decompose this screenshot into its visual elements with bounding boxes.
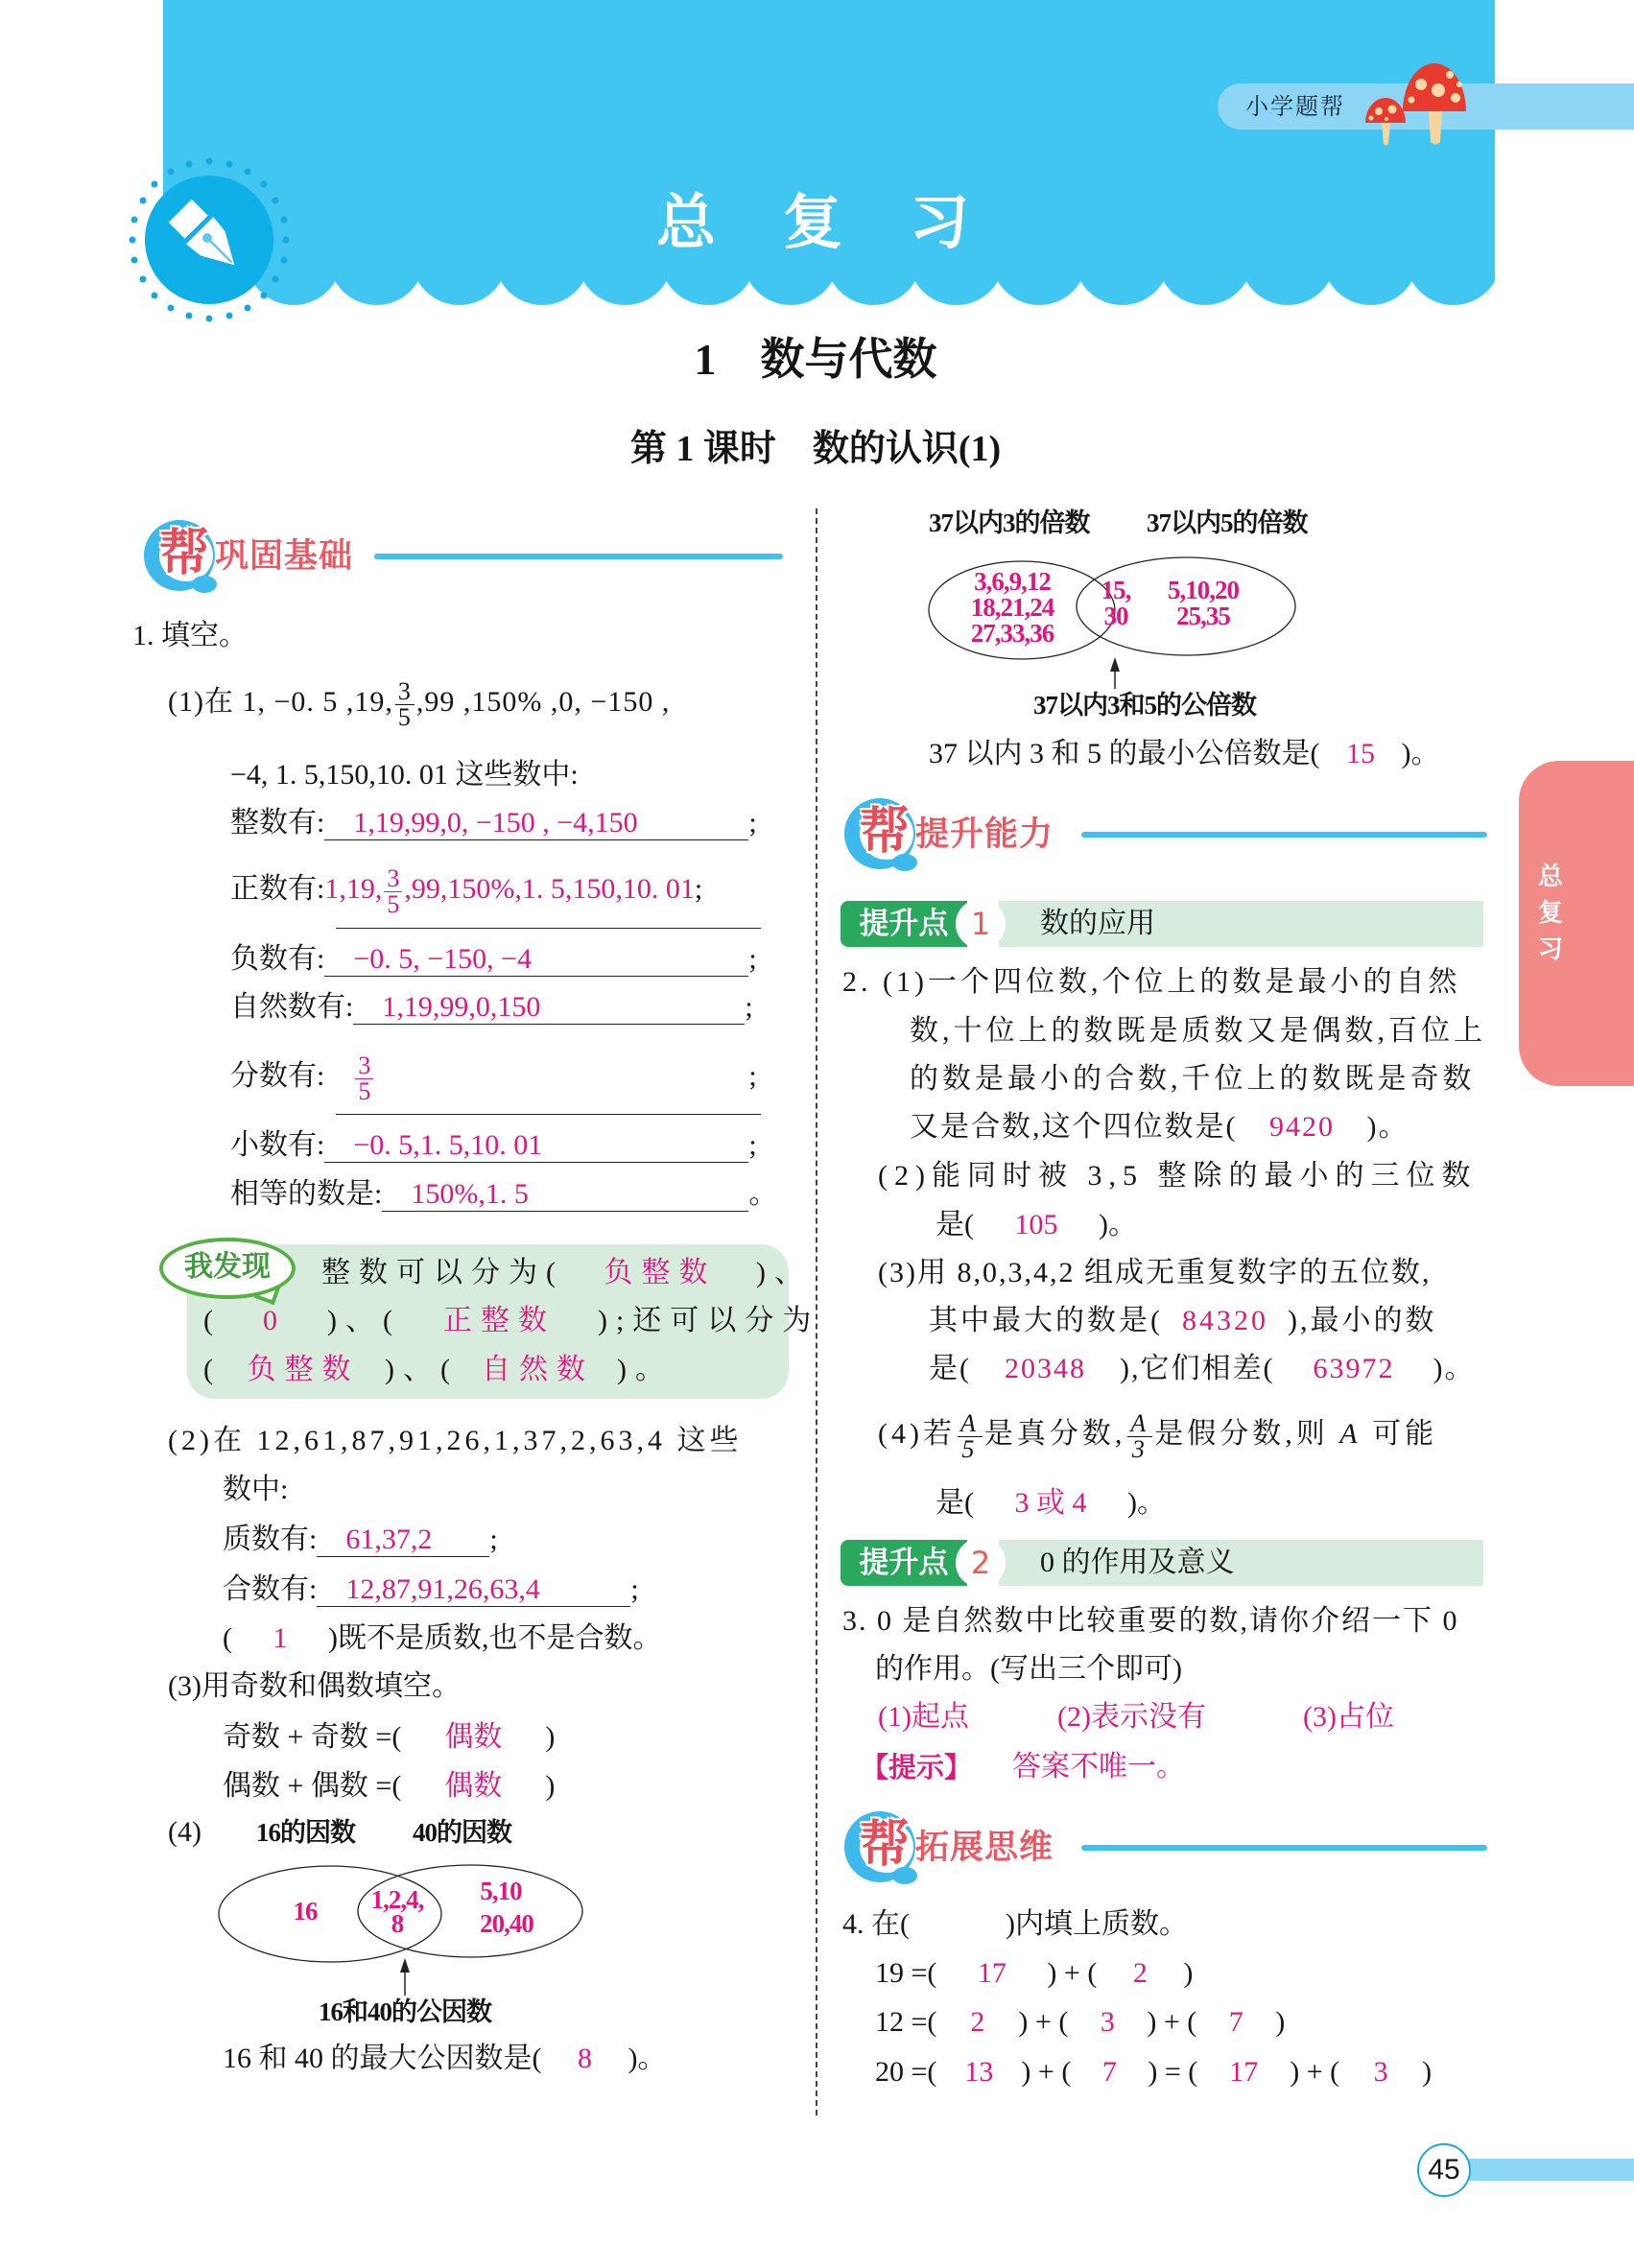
- q1-p2-stem-line2: [223, 1471, 288, 1509]
- question-text: 。: [748, 1178, 778, 1210]
- question-text: ): [545, 1770, 556, 1802]
- question-text: (: [203, 1354, 222, 1385]
- chapter-title: 1 数与代数: [694, 335, 937, 384]
- fraction: [355, 1053, 373, 1104]
- question-text: 相等的数是:: [230, 1178, 383, 1210]
- q2-p4-line: [878, 1408, 1438, 1463]
- question-text: ;: [748, 807, 757, 839]
- q1-p4-conclusion: [223, 2040, 667, 2078]
- question-text: )。: [616, 1354, 673, 1385]
- question-text: (: [203, 1305, 222, 1336]
- answer-text: 3: [1100, 2006, 1115, 2038]
- question-text: 是(: [929, 1353, 971, 1384]
- point-label: 提升点: [841, 1540, 967, 1586]
- page-number-bar: [1469, 2159, 1634, 2181]
- q2-p1-line: [910, 1108, 1409, 1146]
- q1-even-even-line: [223, 1767, 555, 1806]
- question-text: ): [545, 1721, 556, 1753]
- section-rule: [1081, 1845, 1487, 1851]
- question-text: )。: [1127, 1487, 1166, 1519]
- venn-arrow-label: 16和40的公因数: [319, 1997, 491, 2026]
- q1-positives-line: [230, 863, 703, 918]
- question-text: 的数是最小的合数,千位上的数既是奇数: [910, 1063, 1476, 1095]
- hint-text: 答案不唯一。: [1012, 1751, 1185, 1783]
- answer-text: 1,19,: [324, 873, 383, 905]
- answer-text: 负整数: [604, 1257, 717, 1288]
- arrow-head-icon: [1110, 657, 1120, 672]
- question-text: ): [1183, 1957, 1194, 1989]
- q1-p1-stem-line2: [230, 756, 579, 794]
- question-text: (: [223, 1622, 232, 1654]
- answer-blank: [382, 1178, 748, 1212]
- question-text: 的作用。(写出三个即可): [875, 1653, 1182, 1685]
- banner-title: 总 复 习: [655, 187, 973, 257]
- answer-text: 12,87,91,26,63,4: [345, 1573, 540, 1605]
- answer-text: −0. 5, −150, −4: [353, 943, 533, 975]
- answer-text: 8: [578, 2043, 592, 2074]
- question-text: )、(: [385, 1354, 459, 1385]
- point-number: 1: [956, 899, 1006, 949]
- q4-heading: [842, 1905, 1188, 1944]
- lesson-title: 第 1 课时 数的认识(1): [629, 429, 1002, 469]
- q1-fractions-line: [230, 1051, 757, 1105]
- answer-text: 84320: [1182, 1305, 1268, 1336]
- q1-p3-stem: [168, 1667, 461, 1706]
- answer-text: 偶数: [444, 1721, 503, 1753]
- question-text: ) + (: [1047, 1957, 1098, 1989]
- section-title: 提升能力: [915, 815, 1054, 854]
- question-text: 是(: [935, 1209, 974, 1240]
- question-text: 合数有:: [223, 1573, 318, 1605]
- question-text: 16 和 40 的最大公因数是(: [223, 2043, 542, 2074]
- q3-answer: (2)表示没有: [1057, 1701, 1206, 1733]
- side-tab-char: 习: [1537, 935, 1563, 964]
- question-text: 19 =(: [875, 1957, 937, 1989]
- question-text: 负数有:: [230, 943, 325, 975]
- fraction-numerator: 3: [395, 679, 414, 705]
- mushroom-icon: [1358, 58, 1478, 154]
- answer-text: 15: [1346, 738, 1375, 769]
- fraction-denominator: 5: [358, 1076, 371, 1105]
- answer-text: 0: [263, 1305, 286, 1336]
- q1-p2-stem-line1: [168, 1422, 742, 1460]
- question-text: 数,十位上的数既是质数又是偶数,百位上: [910, 1015, 1486, 1047]
- question-text: )。: [1401, 738, 1440, 769]
- venn-left-label: 37以内3的倍数: [929, 508, 1090, 537]
- venn-right-only: 5,10: [480, 1877, 522, 1905]
- question-text: 20 =(: [875, 2056, 937, 2088]
- q2-p1-line: [910, 1060, 1476, 1099]
- venn-arrow-label: 37以内3和5的公倍数: [1033, 691, 1256, 720]
- venn-left-only: 27,33,36: [970, 619, 1054, 648]
- q4-row: [875, 1954, 1193, 1993]
- question-text: 其中最大的数是(: [929, 1305, 1163, 1336]
- section-rule: [374, 554, 783, 559]
- question-text: 1. 填空。: [132, 620, 248, 651]
- answer-blank: [353, 991, 745, 1025]
- question-text: 是(: [935, 1487, 974, 1519]
- q1-p1-stem-line1: [168, 676, 671, 731]
- question-text: (1)在 1, −0. 5 ,19,: [168, 686, 393, 718]
- fraction-denominator: 5: [397, 702, 412, 731]
- answer-text: 偶数: [444, 1770, 503, 1802]
- fraction-denominator: 5: [961, 1434, 979, 1463]
- q2-p1-line: [910, 1012, 1486, 1051]
- question-text: (3)用奇数和偶数填空。: [168, 1670, 461, 1702]
- section-header-basic: [144, 518, 816, 595]
- question-text: ) = (: [1148, 2056, 1198, 2088]
- discovery-line: [203, 1351, 673, 1389]
- question-text: )、: [756, 1257, 812, 1288]
- question-text: ;: [489, 1524, 498, 1555]
- question-text: ),最小的数: [1288, 1305, 1437, 1336]
- section-header-extend: [844, 1809, 1516, 1886]
- q1-composites-line: [223, 1571, 639, 1609]
- point-number: 2: [956, 1538, 1006, 1588]
- answer-text: 63972: [1313, 1353, 1395, 1384]
- question-text: 整数可以分为(: [321, 1257, 564, 1288]
- question-text: ;: [630, 1573, 639, 1605]
- answer-text: 3 或 4: [1014, 1487, 1087, 1519]
- answer-text: 2: [970, 2006, 985, 2038]
- question-text: (2)在 12,61,87,91,26,1,37,2,63,4 这些: [168, 1425, 743, 1456]
- question-text: ;: [748, 1060, 757, 1092]
- venn-intersection: 30: [1103, 602, 1128, 630]
- q2-p4-line: [935, 1484, 1166, 1523]
- question-text: 偶数 + 偶数 =(: [223, 1770, 402, 1802]
- answer-text: 3: [1373, 2056, 1388, 2088]
- q1-p5-conclusion: [929, 735, 1440, 773]
- arrow-head-icon: [400, 1958, 410, 1973]
- answer-blank: [324, 807, 748, 840]
- point-label: 提升点: [841, 901, 967, 947]
- answer-underline: [336, 928, 761, 929]
- point-band-2: [841, 1540, 1483, 1586]
- section-badge: 帮: [860, 803, 911, 861]
- q1-odd-odd-line: [223, 1718, 555, 1757]
- fraction-numerator: 3: [355, 1053, 373, 1079]
- question-text: ) + (: [1290, 2056, 1340, 2088]
- answer-text: 1: [272, 1622, 288, 1654]
- q2-p1-line: [842, 963, 1460, 1002]
- answer-blank: [317, 1524, 489, 1557]
- fraction: [1127, 1408, 1152, 1463]
- fraction: [384, 863, 402, 918]
- question-text: 4. 在(: [842, 1908, 910, 1940]
- question-text: ) + (: [1018, 2006, 1069, 2038]
- question-text: 12 =(: [875, 2006, 937, 2038]
- q4-row: [875, 2003, 1285, 2042]
- fraction-denominator: 5: [387, 889, 400, 918]
- question-text: 数中:: [223, 1474, 289, 1505]
- answer-blank: [324, 1129, 748, 1163]
- question-text: ): [1275, 2006, 1286, 2038]
- question-text: )。: [628, 2043, 667, 2074]
- question-text: ,99 ,150% ,0, −150 ,: [415, 686, 671, 718]
- question-text: )、(: [327, 1305, 401, 1336]
- venn-intersection: 15,: [1101, 576, 1131, 604]
- side-tab-char: 复: [1537, 899, 1563, 928]
- question-text: ;: [694, 873, 703, 905]
- q2-p3-line: [929, 1350, 1475, 1388]
- answer-text: 105: [1014, 1209, 1058, 1240]
- venn-left-label: 16的因数: [256, 1818, 355, 1847]
- question-text: ),它们相差(: [1120, 1353, 1275, 1384]
- question-text: ) + (: [1021, 2056, 1072, 2088]
- fraction: [958, 1408, 983, 1463]
- point-band-1: [841, 901, 1483, 947]
- question-text: )。: [1099, 1209, 1137, 1240]
- venn-intersection: 1,2,4,: [370, 1885, 424, 1914]
- answer-blank: [317, 1573, 630, 1607]
- answer-text: 20348: [1005, 1353, 1086, 1384]
- answer-text: ,99,150%,1. 5,150,10. 01: [404, 873, 695, 905]
- q1-p4-label: (4): [168, 1816, 201, 1848]
- section-title: 拓展思维: [915, 1829, 1054, 1867]
- question-text: 正数有:: [230, 873, 325, 905]
- fountain-pen-nib-icon: [125, 154, 297, 326]
- q1-heading: [132, 617, 248, 655]
- question-text: ;: [745, 991, 753, 1023]
- question-text: 分数有:: [230, 1060, 325, 1092]
- answer-text: 61,37,2: [345, 1524, 433, 1555]
- question-text: ): [1422, 2056, 1433, 2088]
- q3-answer: (1)起点: [878, 1701, 969, 1733]
- discovery-line: [321, 1254, 812, 1292]
- venn-right-label: 40的因数: [413, 1818, 511, 1847]
- answer-text: 1,19,99,0, −150 , −4,150: [353, 807, 638, 839]
- question-text: )既不是质数,也不是合数。: [328, 1622, 662, 1654]
- section-title: 巩固基础: [215, 537, 354, 576]
- discovery-line: [203, 1302, 819, 1340]
- side-tab-label: [1531, 859, 1570, 968]
- answer-text: 17: [977, 1957, 1006, 1989]
- question-text: ) + (: [1147, 2006, 1197, 2038]
- question-text: 3. 0 是自然数中比较重要的数,请你介绍一下 0: [842, 1605, 1459, 1637]
- q1-primes-line: [223, 1521, 498, 1559]
- variable-text: A: [1339, 1418, 1362, 1450]
- hint-label: 【提示】: [861, 1751, 973, 1784]
- question-text: )内填上质数。: [1006, 1908, 1188, 1940]
- fraction: [395, 676, 414, 731]
- page-number: 45: [1417, 2143, 1471, 2197]
- q1-negatives-line: [230, 940, 757, 979]
- q2-p2-line: [935, 1206, 1137, 1244]
- answer-text: 13: [964, 2056, 994, 2088]
- question-text: 奇数 + 奇数 =(: [223, 1721, 402, 1753]
- answer-underline: [336, 1114, 761, 1115]
- section-header-improve: [844, 796, 1516, 873]
- answer-text: 2: [1132, 1957, 1148, 1989]
- answer-text: 7: [1228, 2006, 1243, 2038]
- answer-text: 自然数: [481, 1354, 594, 1385]
- point-title: 数的应用: [1040, 908, 1155, 939]
- venn-left-only: 16: [293, 1897, 318, 1925]
- answer-text: 正整数: [442, 1305, 556, 1336]
- question-text: ;: [748, 1129, 757, 1161]
- q2-p3-line: [929, 1302, 1437, 1340]
- venn-ellipse-16-factors: [219, 1866, 441, 1962]
- question-text: 小数有:: [230, 1129, 325, 1161]
- answer-text: 1,19,99,0,150: [382, 991, 541, 1023]
- question-text: 是真分数,: [983, 1418, 1126, 1450]
- venn-left-only: 3,6,9,12: [974, 567, 1051, 596]
- q1-equal-line: [230, 1175, 777, 1214]
- side-tab-char: 总: [1537, 862, 1563, 891]
- question-text: );还可以分为: [597, 1305, 820, 1336]
- q4-row: [875, 2053, 1432, 2091]
- venn-right-only: 25,35: [1176, 602, 1230, 630]
- q1-neither-line: [223, 1619, 662, 1658]
- q3-line: [842, 1602, 1459, 1641]
- venn-right-label: 37以内5的倍数: [1147, 508, 1308, 537]
- answer-text: 7: [1101, 2056, 1117, 2088]
- q1-integers-line: [230, 804, 757, 842]
- question-text: 质数有:: [223, 1524, 318, 1555]
- question-text: 又是合数,这个四位数是(: [910, 1111, 1238, 1143]
- answer-text: 17: [1229, 2056, 1259, 2088]
- question-text: 37 以内 3 和 5 的最小公倍数是(: [929, 738, 1320, 769]
- question-text: 2. (1)一个四位数,个位上的数是最小的自然: [842, 966, 1461, 998]
- section-rule: [1081, 832, 1487, 838]
- q1-naturals-line: [230, 988, 753, 1027]
- answer-text: −0. 5,1. 5,10. 01: [353, 1129, 543, 1161]
- section-badge: 帮: [860, 1816, 911, 1874]
- answer-text: 150%,1. 5: [411, 1178, 529, 1210]
- question-text: (3)用 8,0,3,4,2 组成无重复数字的五位数,: [878, 1257, 1432, 1288]
- question-text: 自然数有:: [230, 991, 354, 1023]
- fraction-numerator: A: [958, 1411, 983, 1437]
- q1-decimals-line: [230, 1126, 757, 1165]
- answer-text: 9420: [1269, 1111, 1335, 1143]
- question-text: 可能: [1361, 1418, 1438, 1450]
- question-text: )。: [1366, 1111, 1409, 1143]
- venn-intersection: 8: [391, 1909, 404, 1938]
- point-title: 0 的作用及意义: [1040, 1547, 1235, 1578]
- question-text: )。: [1433, 1353, 1476, 1384]
- q2-p2-line: [878, 1157, 1477, 1195]
- fraction-numerator: 3: [384, 866, 402, 892]
- question-text: (2)能同时被 3,5 整除的最小的三位数: [878, 1160, 1478, 1192]
- answer-text: 负整数: [247, 1354, 360, 1385]
- venn-right-only: 5,10,20: [1168, 576, 1239, 604]
- venn-left-only: 18,21,24: [970, 593, 1054, 622]
- question-text: ;: [748, 943, 757, 975]
- section-badge: 帮: [159, 525, 210, 582]
- q2-p3-line: [878, 1254, 1431, 1292]
- header-banner-wave-edge: [252, 257, 1495, 305]
- venn-right-only: 20,40: [480, 1909, 533, 1938]
- fraction-numerator: A: [1127, 1411, 1152, 1437]
- question-text: (4)若: [878, 1418, 956, 1450]
- question-text: −4, 1. 5,150,10. 01 这些数中:: [230, 759, 579, 791]
- discovery-badge: 我发现: [184, 1250, 271, 1284]
- q3-line: [875, 1650, 1182, 1689]
- question-text: 是假分数,则: [1154, 1418, 1340, 1450]
- question-text: 整数有:: [230, 807, 325, 839]
- answer-blank: [324, 1051, 748, 1105]
- fraction-denominator: 3: [1131, 1434, 1149, 1463]
- answer-blank: [324, 943, 748, 977]
- brand-name: 小学题帮: [1245, 93, 1345, 120]
- q3-answer: (3)占位: [1303, 1701, 1394, 1733]
